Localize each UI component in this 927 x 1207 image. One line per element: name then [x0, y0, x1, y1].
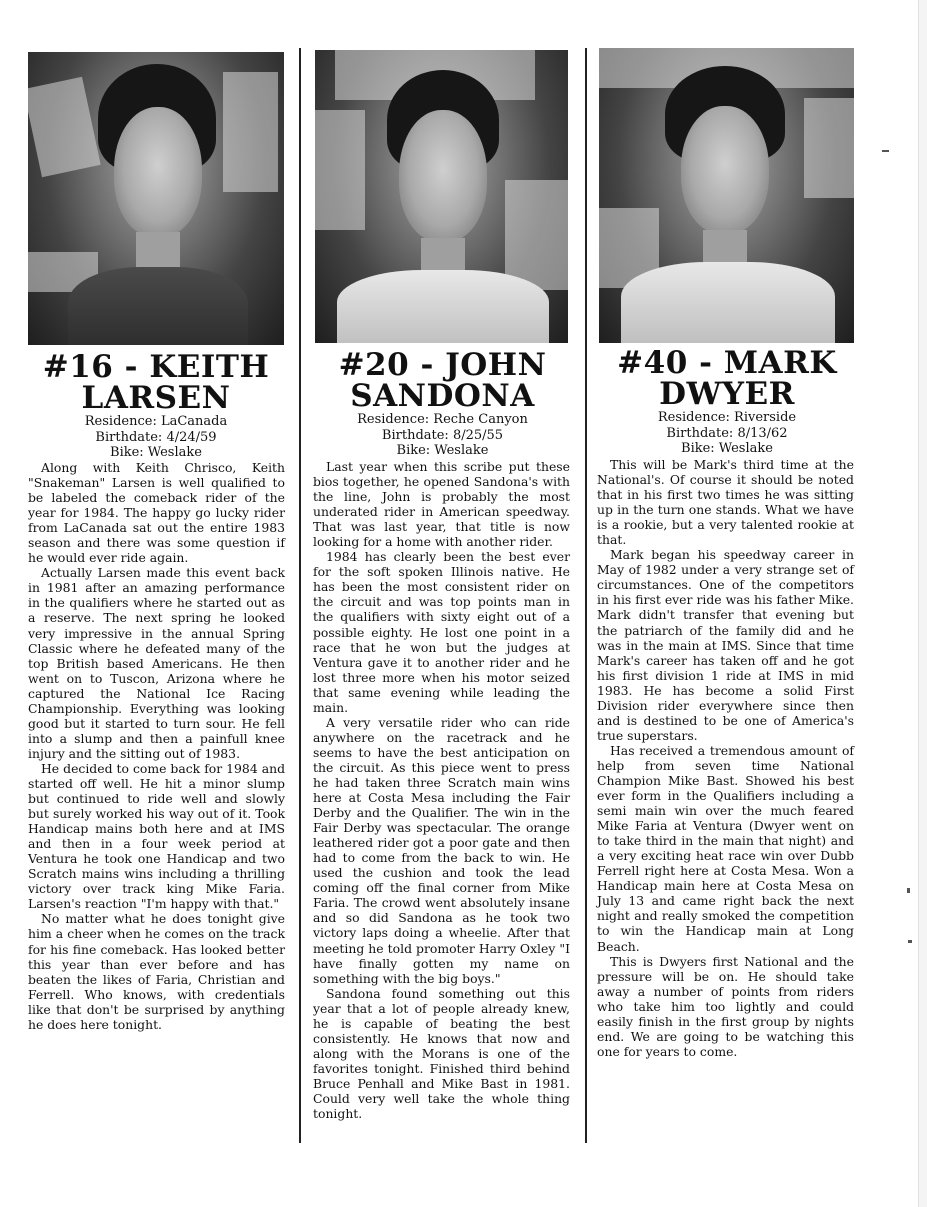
rider-name-line1: #40 - MARK: [617, 345, 837, 381]
bio-paragraph: This will be Mark's third time at the National's. Of course it should be noted that in his first two times he was sitting up in the turn one stands. What we have is a rookie, but a very talented rookie at that.: [597, 457, 854, 548]
rider-name-sandona: [310, 347, 575, 414]
rider-photo-dwyer: [599, 48, 854, 343]
rider-name-line2: DWYER: [659, 376, 795, 412]
bike: Bike: Weslake: [681, 441, 773, 456]
rider-details-sandona: [310, 412, 575, 459]
birthdate: Birthdate: 8/13/62: [666, 425, 788, 441]
bio-paragraph: A very versatile rider who can ride anywhere on the racetrack and he seems to have the best anticipation on the circuit. As this piece went to press he had taken three Scratch main wins here at Costa Mesa including the Fair Derby and the Qualifier. The win in the Fair Derby was spectacular. The orange leathered rider got a poor gate and then had to come from the back to win. He used the cushion and took the lead coming off the final corner from Mike Faria. The crowd went absolutely insane and so did Sandona as he took two victory laps doing a wheelie. After that meeting he told promoter Harry Oxley "I have finally gotten my name on something with the big boys.": [313, 714, 570, 986]
page-speck: [907, 888, 910, 893]
bio-paragraph: Last year when this scribe put these bios together, he opened Sandona's with the line, John is probably the most underated rider in American speedway. That was last year, that title is now looking for a home with another rider.: [313, 459, 570, 550]
rider-name-line2: SANDONA: [350, 378, 535, 414]
rider-name-line1: #16 - KEITH: [42, 349, 270, 385]
bike: Bike: Weslake: [110, 445, 202, 460]
bio-paragraph: Along with Keith Chrisco, Keith "Snakeman" Larsen is well qualified to be labeled the comeback rider of the year for 1984. The happy go lucky rider from LaCanada sat out the entire 1983 season and there was some question if he would ever ride again.: [28, 460, 285, 566]
column-divider: [585, 48, 587, 1143]
birthdate: Birthdate: 4/24/59: [95, 429, 217, 445]
page-speck: [882, 150, 889, 152]
rider-bio-dwyer: [597, 457, 854, 1059]
rider-photo-sandona: [315, 50, 568, 343]
residence: Residence: Reche Canyon: [357, 412, 528, 427]
rider-bio-sandona: [313, 459, 570, 1121]
bio-paragraph: Mark began his speedway career in May of 1982 under a very strange set of circumstances. One of the competitors in his first ever ride was his father Mike. Mark didn't transfer that evening but the patriarch of the family did and he was in the main at IMS. Since that time Mark's career has taken off and he got his first division 1 ride at IMS in mid 1983. He has become a solid First Division rider everywhere since then and is destined to be one of America's true superstars.: [597, 547, 854, 743]
page-speck: [908, 940, 912, 943]
bio-paragraph: This is Dwyers first National and the pressure will be on. He should take away a number of points from riders who take him too lightly and could easily finish in the first group by nights end. We are going to be watching this one for years to come.: [597, 953, 854, 1059]
bio-paragraph: No matter what he does tonight give him a cheer when he comes on the track for his fine comeback. Has looked better this year than ever before and has beaten the likes of Faria, Christian and Ferrell. Who knows, with credentials like that don't be surprised by anything he does here tonight.: [28, 911, 285, 1032]
rider-name-line2: LARSEN: [81, 380, 231, 416]
bio-paragraph: Has received a tremendous amount of help from seven time National Champion Mike Bast. Showed his best ever form in the Qualifiers including a semi main win over the much feared Mike Faria at Ventura (Dwyer went on to take third in the main that night) and a very exciting heat race win over Dubb Ferrell right here at Costa Mesa. Won a Handicap main here at Costa Mesa on July 13 and came right back the next night and really smoked the competition to win the Handicap main at Long Beach.: [597, 742, 854, 954]
rider-name-larsen: [28, 349, 284, 416]
column-divider: [299, 48, 301, 1143]
rider-photo-larsen: [28, 52, 284, 345]
rider-name-line1: #20 - JOHN: [338, 347, 547, 383]
rider-details-dwyer: [593, 410, 861, 457]
birthdate: Birthdate: 8/25/55: [381, 427, 504, 443]
residence: Residence: LaCanada: [84, 414, 228, 429]
bio-paragraph: He decided to come back for 1984 and started off well. He hit a minor slump but continued to ride well and slowly but surely worked his way out of it. Took Handicap mains both here and at IMS and then in a four week period at Ventura he took one Handicap and two Scratch mains wins including a thrilling victory over track king Mike Faria. Larsen's reaction "I'm happy with that.": [28, 760, 285, 912]
page-edge: [918, 0, 927, 1207]
bio-paragraph: Sandona found something out this year that a lot of people already knew, he is capable of beating the best consistently. He knows that now and along with the Morans is one of the favorites tonight. Finished third behind Bruce Penhall and Mike Bast in 1981. Could very well take the whole thing tonight.: [313, 985, 570, 1122]
rider-bio-larsen: [28, 460, 285, 1032]
bike: Bike: Weslake: [396, 443, 489, 458]
rider-name-dwyer: [593, 345, 861, 412]
rider-details-larsen: [28, 414, 284, 461]
residence: Residence: Riverside: [657, 410, 797, 425]
bio-paragraph: Actually Larsen made this event back in 1981 after an amazing performance in the qualifiers where he started out as a reserve. The next spring he looked very impressive in the annual Spring Classic where he defeated many of the top British based Americans. He then went on to Tuscon, Arizona where he captured the National Ice Racing Championship. Everything was looking good but it started to turn sour. He fell into a slump and then a painfull knee injury and the sitting out of 1983.: [28, 565, 285, 761]
bio-paragraph: 1984 has clearly been the best ever for the soft spoken Illinois native. He has been the most consistent rider on the circuit and was top points man in the qualifiers with sixty eight out of a possible eighty. He lost one point in a race that he won but the judges at Ventura gave it to another rider and he lost three more when his motor seized that same evening while leading the main.: [313, 549, 570, 715]
